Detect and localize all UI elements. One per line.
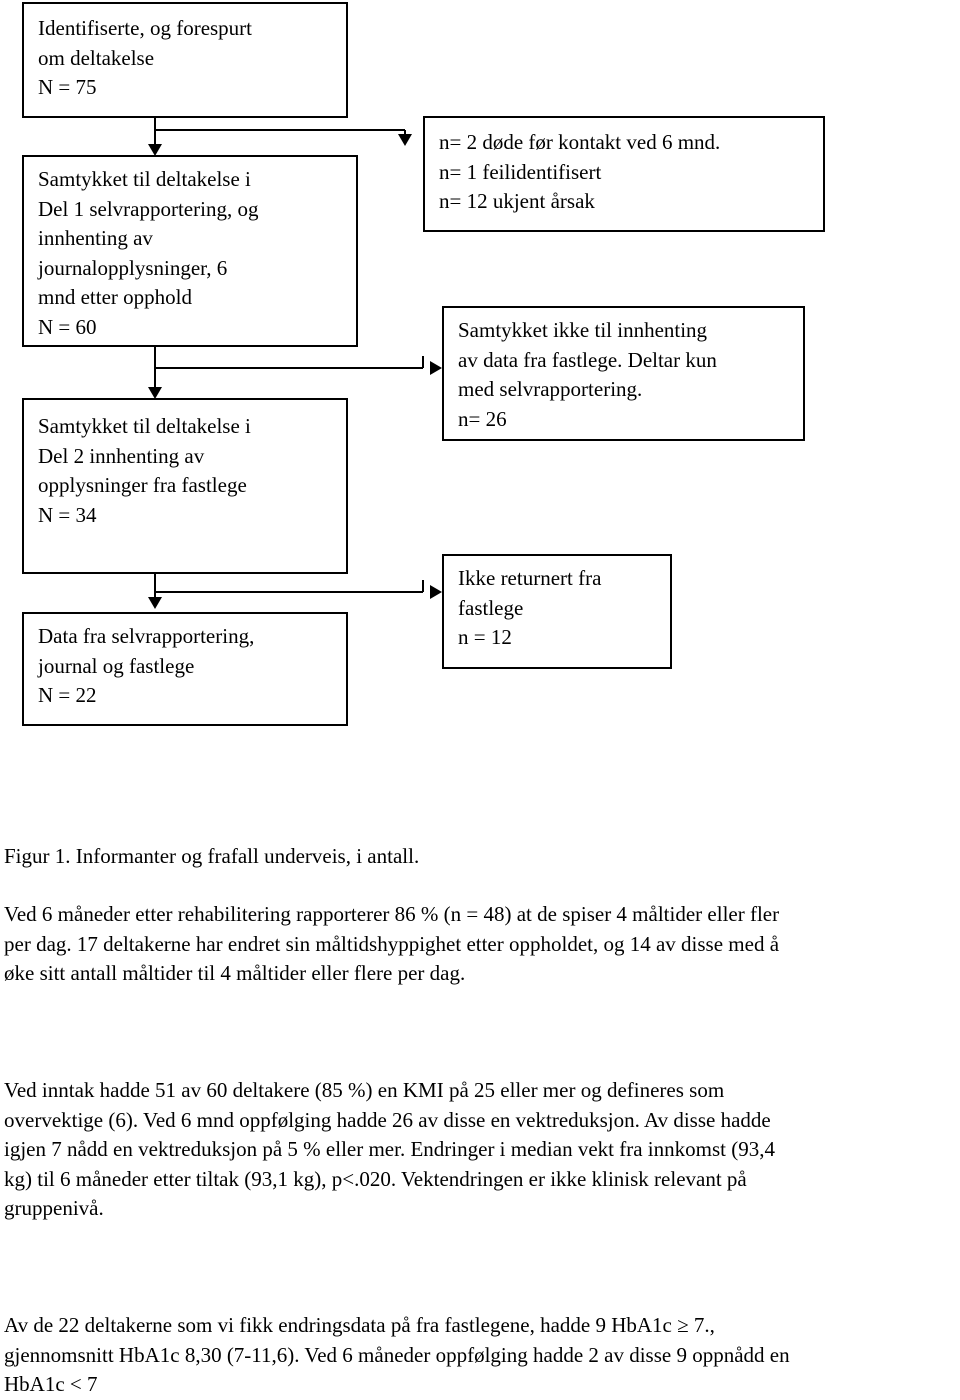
box-line: Samtykket ikke til innhenting <box>458 318 708 342</box>
paragraph-line: øke sitt antall måltider til 4 måltider eller flere per dag. <box>4 961 466 985</box>
box-line: n= 1 feilidentifisert <box>439 159 602 184</box>
paragraph-line: per dag. 17 deltakerne har endret sin måltidshyppighet etter oppholdet, og 14 av disse med å <box>4 931 780 956</box>
flow-box-dropout-1 <box>423 116 825 232</box>
box-line: N = 75 <box>38 75 97 99</box>
box-line: med selvrapportering. <box>458 377 643 401</box>
box-line: fastlege <box>458 595 524 620</box>
paragraph-weight <box>4 1076 956 1224</box>
arrowhead-dropout1 <box>398 134 412 146</box>
paragraph-line: HbA1c < 7 <box>4 1372 98 1396</box>
box-line: n= 26 <box>458 406 507 431</box>
flow-box-final-data <box>22 612 348 726</box>
flow-box-consent-part2 <box>22 398 348 574</box>
box-line: Samtykket til deltakelse i <box>38 167 251 191</box>
box-line: Identifiserte, og forespurt <box>38 16 253 40</box>
box-line: innhenting av <box>38 226 153 250</box>
paragraph-line: overvektige (6). Ved 6 mnd oppfølging hadde 26 av disse en vektreduksjon. Av disse hadde <box>4 1107 771 1132</box>
box-line: n= 2 døde før kontakt ved 6 mnd. <box>439 130 721 154</box>
box-line: N = 22 <box>38 683 97 707</box>
paragraph-line: igjen 7 nådd en vektreduksjon på 5 % eller mer. Endringer i median vekt fra innkomst (93,4 <box>4 1137 775 1161</box>
paragraph-line: Ved inntak hadde 51 av 60 deltakere (85 %) en KMI på 25 eller mer og defineres som <box>4 1078 725 1102</box>
box-line: Samtykket til deltakelse i <box>38 414 251 438</box>
box-line: Del 1 selvrapportering, og <box>38 196 259 221</box>
box-line: N = 34 <box>38 502 97 527</box>
box-line: journalopplysninger, 6 <box>38 255 228 280</box>
box-line: av data fra fastlege. Deltar kun <box>458 347 717 372</box>
box-line: n= 12 ukjent årsak <box>439 189 595 213</box>
arrowhead-dropout3 <box>430 585 442 599</box>
arrowhead-final <box>148 597 162 609</box>
flow-box-consent-part1 <box>22 155 358 347</box>
paragraph-line: gruppenivå. <box>4 1196 104 1220</box>
figure-caption: Figur 1. Informanter og frafall underveis, i antall. <box>4 844 420 868</box>
paragraph-meals <box>4 900 956 989</box>
paragraph-line: Ved 6 måneder etter rehabilitering rapporterer 86 % (n = 48) at de spiser 4 måltider eller fler <box>4 902 780 926</box>
flow-box-dropout-3 <box>442 554 672 669</box>
flow-box-identified <box>22 2 348 118</box>
paragraph-line: kg) til 6 måneder etter tiltak (93,1 kg), p<.020. Vektendringen er ikke klinisk relevant på <box>4 1166 747 1191</box>
box-line: Del 2 innhenting av <box>38 443 205 468</box>
box-line: om deltakelse <box>38 45 155 70</box>
box-line: Ikke returnert fra <box>458 566 602 590</box>
box-line: n = 12 <box>458 625 512 649</box>
box-line: N = 60 <box>38 314 97 339</box>
box-line: journal og fastlege <box>38 653 195 678</box>
arrowhead-dropout2 <box>430 361 442 375</box>
paragraph-line: Av de 22 deltakerne som vi fikk endringsdata på fra fastlegene, hadde 9 HbA1c ≥ 7., <box>4 1313 715 1337</box>
flow-box-dropout-2 <box>442 306 805 441</box>
box-line: opplysninger fra fastlege <box>38 473 247 497</box>
paragraph-line: gjennomsnitt HbA1c 8,30 (7-11,6). Ved 6 måneder oppfølging hadde 2 av disse 9 oppnådd en <box>4 1342 790 1367</box>
box-line: mnd etter opphold <box>38 285 192 309</box>
box-line: Data fra selvrapportering, <box>38 624 255 648</box>
paragraph-hba1c <box>4 1311 956 1400</box>
